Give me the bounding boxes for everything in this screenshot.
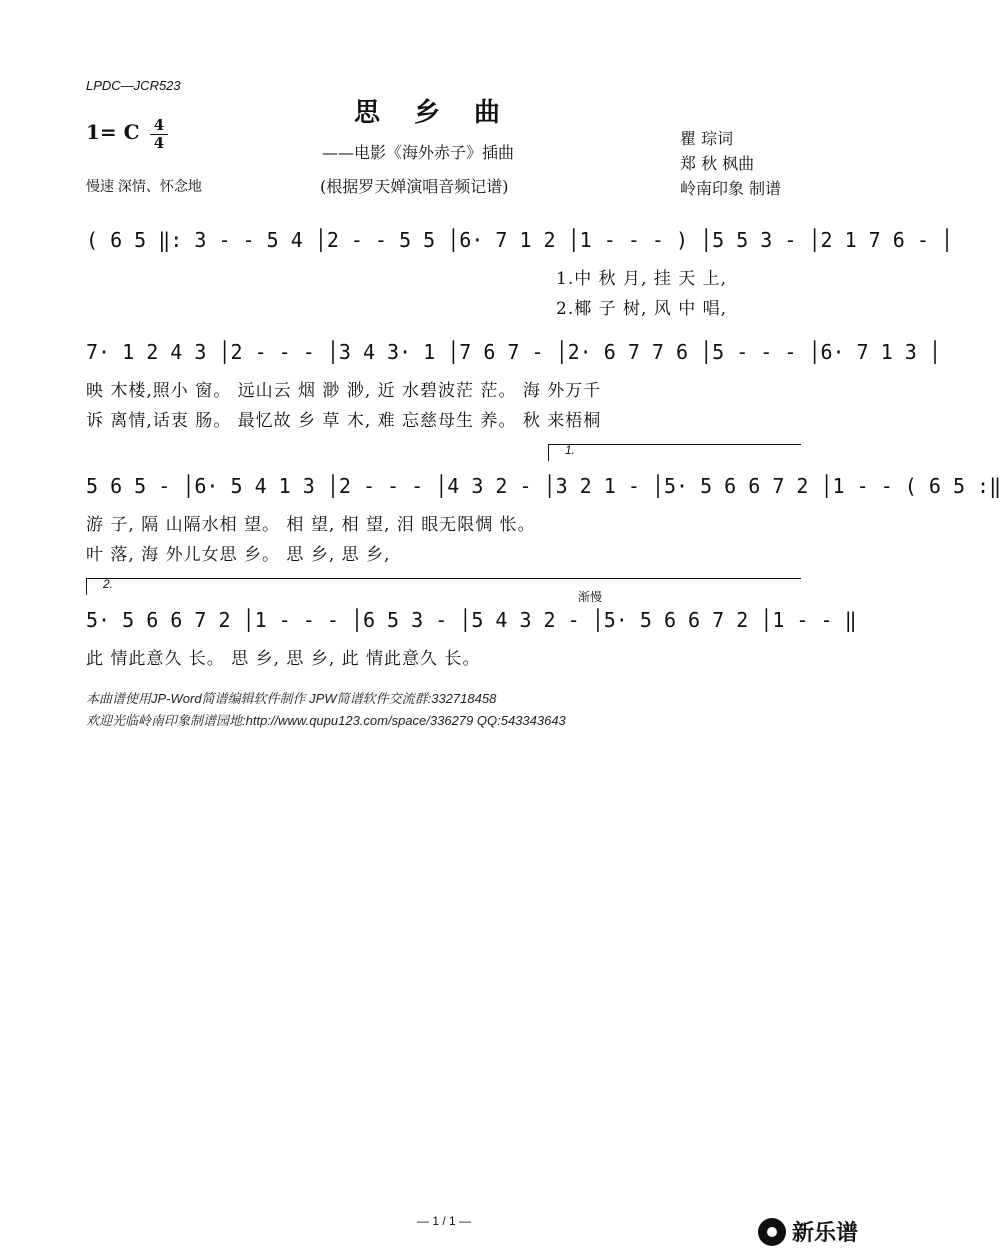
first-ending-bracket (548, 444, 801, 461)
vinyl-record-icon (758, 1218, 786, 1246)
lyric-line-3-verse-2: 叶 落, 海 外儿女思 乡。 思 乡, 思 乡, (86, 545, 391, 565)
second-ending-label: 2. (103, 577, 114, 591)
lyric-line-1-verse-2: 2.椰 子 树, 风 中 唱, (556, 299, 728, 319)
notation-line-4: 5· 5 6 6 7 2 │1 - - - │6 5 3 - │5 4 3 2 - │5· 5 6 6 7 2 │1 - - ‖ (86, 608, 857, 632)
notation-line-1: ( 6 5 ‖: 3 - - 5 4 │2 - - 5 5 │6· 7 1 2 │1 - - - ) │5 5 3 - │2 1 7 6 - │ (86, 228, 953, 252)
brand-name: 新乐谱 (792, 1221, 859, 1246)
second-ending-bracket (86, 578, 801, 595)
transcription-source: (根据罗天婵演唱音频记谱) (320, 177, 509, 196)
composer-credit: 郑 秋 枫曲 (680, 154, 755, 173)
page-number: — 1 / 1 — (416, 1214, 472, 1228)
first-ending-label: 1. (565, 443, 576, 457)
tempo-marking: 慢速 深情、怀念地 (86, 178, 202, 194)
lyricist-credit: 瞿 琮词 (680, 129, 734, 148)
website-note: 欢迎光临岭南印象制谱园地:http://www.qupu123.com/space/336279 QQ:543343643 (86, 713, 566, 728)
software-note: 本曲谱使用JP-Word简谱编辑软件制作 JPW简谱软件交流群:332718458 (86, 691, 497, 706)
lyric-line-4: 此 情此意久 长。 思 乡, 思 乡, 此 情此意久 长。 (86, 649, 481, 669)
time-signature (150, 118, 168, 151)
page-title: 思乡曲 (353, 98, 534, 128)
brand-watermark (758, 1216, 858, 1247)
lyric-line-3-verse-1: 游 子, 隔 山隔水相 望。 相 望, 相 望, 泪 眼无限惆 怅。 (86, 515, 536, 535)
lyric-line-1-verse-1: 1.中 秋 月, 挂 天 上, (556, 269, 728, 289)
time-signature-bottom: 4 (153, 134, 165, 152)
score-code: LPDC—JCR523 (86, 78, 181, 93)
arranger-credit: 岭南印象 制谱 (680, 179, 782, 198)
lyric-line-2-verse-1: 映 木楼,照小 窗。 远山云 烟 渺 渺, 近 水碧波茫 茫。 海 外万千 (86, 381, 602, 401)
lyric-line-2-verse-2: 诉 离情,话衷 肠。 最忆故 乡 草 木, 难 忘慈母生 养。 秋 来梧桐 (86, 411, 602, 431)
ritardando-marking: 渐慢 (578, 590, 603, 604)
time-signature-top: 4 (153, 116, 165, 134)
notation-line-2: 7· 1 2 4 3 │2 - - - │3 4 3· 1 │7 6 7 - │2· 6 7 7 6 │5 - - - │6· 7 1 3 │ (86, 340, 941, 364)
notation-line-3: 5 6 5 - │6· 5 4 1 3 │2 - - - │4 3 2 - │3 2 1 - │5· 5 6 6 7 2 │1 - - ( 6 5 :‖ (86, 474, 1001, 498)
subtitle: ——电影《海外赤子》插曲 (322, 143, 515, 162)
key-signature: 1= C (86, 120, 140, 144)
